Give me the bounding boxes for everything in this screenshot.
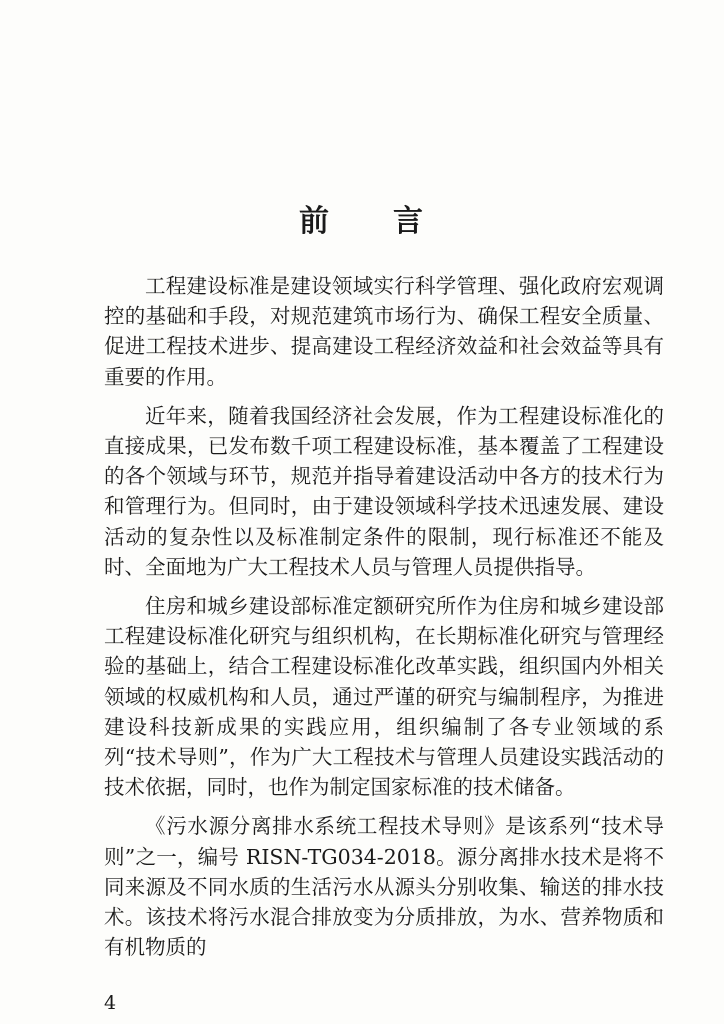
- title-char-1: 前: [299, 204, 331, 239]
- paragraph: 《污水源分离排水系统工程技术导则》是该系列“技术导则”之一，编号 RISN-TG034-2018。源分离排水技术是将不同来源及不同水质的生活污水从源头分别收集、输送的排水技术。该技术将污水混合排放变为分质排放，为水、营养物质和有机物质的: [104, 814, 664, 960]
- paragraph: 住房和城乡建设部标准定额研究所作为住房和城乡建设部工程建设标准化研究与组织机构，在长期标准化研究与管理经验的基础上，结合工程建设标准化改革实践，组织国内外相关领域的权威机构和人员，通过严谨的研究与编制程序，为推进建设科技新成果的实践应用，组织编制了各专业领域的系列“技术导则”，作为广大工程技术与管理人员建设实践活动的技术依据，同时，也作为制定国家标准的技术储备。: [104, 594, 664, 800]
- paragraph: 近年来，随着我国经济社会发展，作为工程建设标准化的直接成果，已发布数千项工程建设标准，基本覆盖了工程建设的各个领域与环节，规范并指导着建设活动中各方的技术行为和管理行为。但同时，由于建设领域科学技术迅速发展、建设活动的复杂性以及标准制定条件的限制，现行标准还不能及时、全面地为广大工程技术人员与管理人员提供指导。: [104, 403, 664, 579]
- page-number: 4: [104, 992, 117, 1014]
- title-char-2: 言: [393, 204, 425, 239]
- preface-body: [104, 271, 664, 971]
- page-title: [0, 196, 724, 240]
- paragraph: 工程建设标准是建设领域实行科学管理、强化政府宏观调控的基础和手段，对规范建筑市场行为、确保工程安全质量、促进工程技术进步、提高建设工程经济效益和社会效益等具有重要的作用。: [104, 274, 664, 389]
